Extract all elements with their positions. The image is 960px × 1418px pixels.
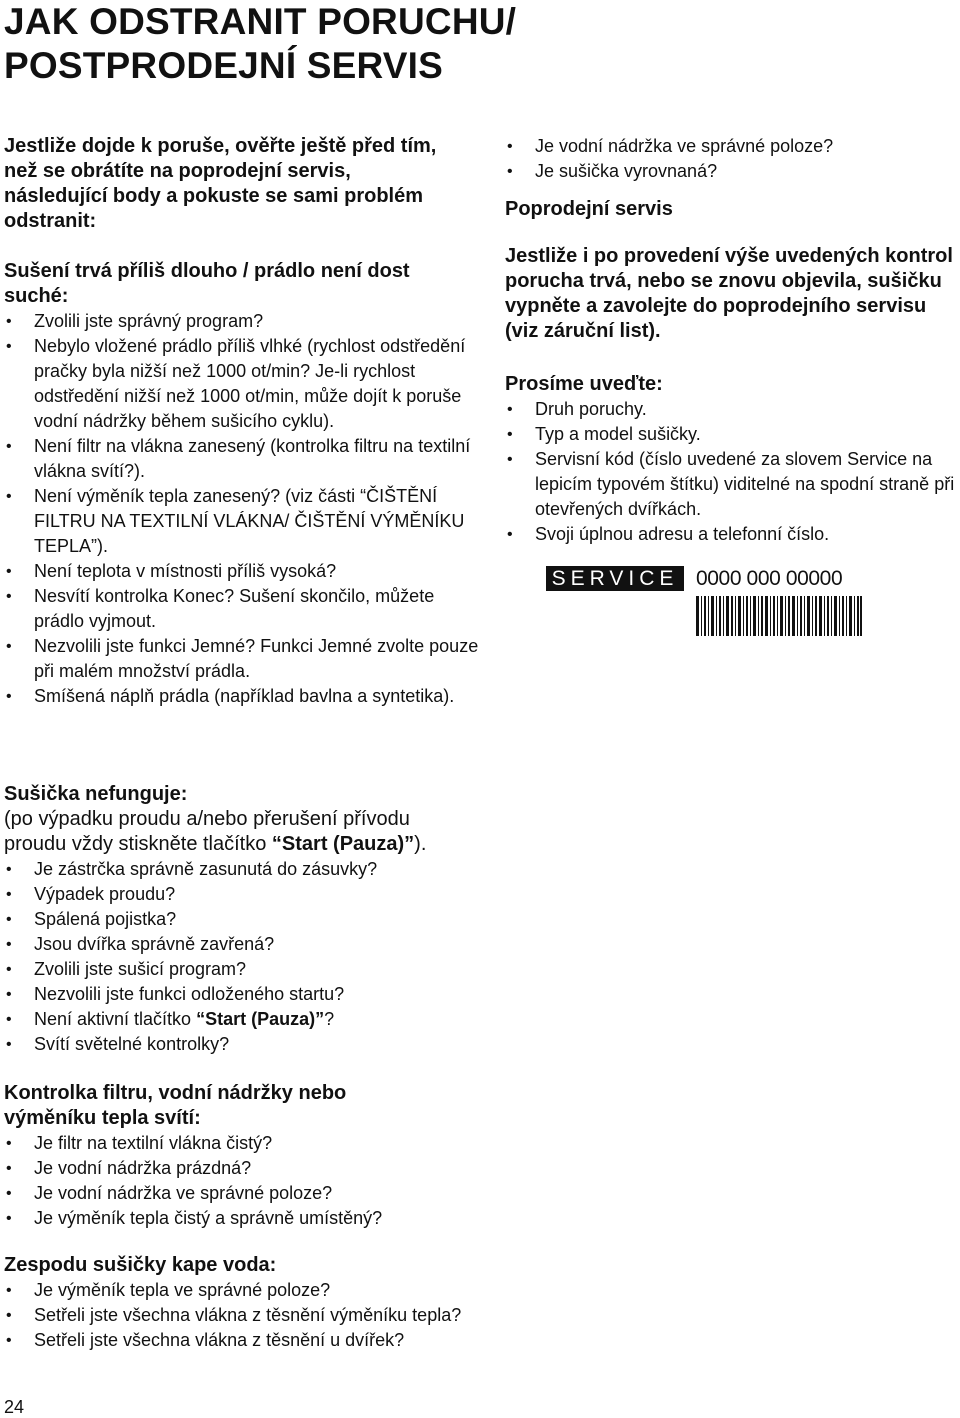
- intro-text: Jestliže dojde k poruše, ověřte ještě před tím, než se obrátíte na poprodejní servis, následující body a pokuste se sami problém odstranit:: [4, 135, 437, 232]
- checklist: [4, 857, 524, 1057]
- section-drying-too-long: [4, 259, 480, 709]
- list-item: • Je zástrčka správně zasunutá do zásuvky?: [4, 857, 524, 882]
- list-item: • Nebylo vložené prádlo příliš vlhké (rychlost odstředění pračky byla nižší než 1000 ot/min? Je-li rychlost odstředění nižší než 1000 ot/min, může dojít k poruše vodní nádržky během sušicího cyklu).: [4, 334, 480, 434]
- service-code: 0000 000 00000: [696, 567, 843, 590]
- section-heading: Zespodu sušičky kape voda:: [4, 1254, 277, 1276]
- list-item: • Je výměník tepla čistý a správně umístěný?: [4, 1206, 524, 1231]
- section-heading: Kontrolka filtru, vodní nádržky nebo výměníku tepla svítí:: [4, 1082, 347, 1129]
- page-number: 24: [4, 1397, 25, 1417]
- list-item: • Smíšená náplň prádla (například bavlna a syntetika).: [4, 684, 480, 709]
- list-item: • Je vodní nádržka ve správné poloze?: [4, 1181, 524, 1206]
- after-sales-text: Jestliže i po provedení výše uvedených kontrol porucha trvá, nebo se znovu objevila, sušičku vypněte a zavolejte do poprodejního servisu (viz záruční list).: [505, 245, 953, 342]
- item-text: Není aktivní tlačítko: [34, 1009, 192, 1029]
- section-heading: Sušení trvá příliš dlouho / prádlo není dost suché:: [4, 260, 410, 307]
- after-sales-heading: Poprodejní servis: [505, 198, 673, 220]
- list-item: • Nezvolili jste funkci odloženého startu?: [4, 982, 524, 1007]
- list-item: • Je filtr na textilní vlákna čistý?: [4, 1131, 524, 1156]
- please-state-heading: Prosíme uveďte:: [505, 373, 663, 395]
- list-item: • Svítí světelné kontrolky?: [4, 1032, 524, 1057]
- list-item: • Svoji úplnou adresu a telefonní číslo.: [505, 522, 960, 547]
- note-text: (po výpadku proudu a/nebo přerušení přívodu proudu vždy stiskněte tlačítko: [4, 808, 410, 855]
- note-text-end: ).: [414, 833, 427, 855]
- section-heading: Sušička nefunguje:: [4, 783, 188, 805]
- title-line-2: POSTPRODEJNÍ SERVIS: [4, 45, 444, 86]
- list-item: • Není teplota v místnosti příliš vysoká?: [4, 559, 480, 584]
- list-item: • Typ a model sušičky.: [505, 422, 960, 447]
- title-line-1: JAK ODSTRANIT PORUCHU/: [4, 1, 517, 42]
- right-column: [505, 134, 960, 547]
- list-item: • Výpadek proudu?: [4, 882, 524, 907]
- list-item: • Zvolili jste sušicí program?: [4, 957, 524, 982]
- section-dryer-not-working: [4, 782, 524, 1057]
- left-column: [4, 134, 480, 709]
- page-title: [4, 0, 516, 88]
- start-pause-label: “Start (Pauza)”: [196, 1009, 325, 1029]
- list-item: • Spálená pojistka?: [4, 907, 524, 932]
- section-indicator-lights: [4, 1081, 524, 1231]
- list-item: • Zvolili jste správný program?: [4, 309, 480, 334]
- checklist: [505, 134, 960, 184]
- list-item: • Setřeli jste všechna vlákna z těsnění u dvířek?: [4, 1328, 474, 1353]
- list-item: • Druh poruchy.: [505, 397, 960, 422]
- service-word: SERVICE: [546, 566, 684, 591]
- list-item: • Jsou dvířka správně zavřená?: [4, 932, 524, 957]
- checklist: [4, 1131, 524, 1231]
- list-item: • Servisní kód (číslo uvedené za slovem Service na lepicím typovém štítku) viditelné na spodní straně při otevřených dvířkách.: [505, 447, 960, 522]
- checklist: [4, 1278, 474, 1353]
- list-item: • Je vodní nádržka ve správné poloze?: [505, 134, 960, 159]
- section-water-leak: [4, 1253, 524, 1353]
- service-label: [546, 566, 876, 638]
- list-item: • Je výměník tepla ve správné poloze?: [4, 1278, 474, 1303]
- barcode-icon: [696, 596, 862, 636]
- list-item: • Nesvítí kontrolka Konec? Sušení skončilo, můžete prádlo vyjmout.: [4, 584, 480, 634]
- start-pause-label: “Start (Pauza)”: [271, 833, 415, 855]
- list-item: • Je sušička vyrovnaná?: [505, 159, 960, 184]
- checklist: [4, 309, 480, 709]
- list-item: • Je vodní nádržka prázdná?: [4, 1156, 524, 1181]
- item-text-end: ?: [324, 1009, 335, 1029]
- list-item: • Nezvolili jste funkci Jemné? Funkci Jemné zvolte pouze při malém množství prádla.: [4, 634, 480, 684]
- checklist: [505, 397, 960, 547]
- list-item: [4, 1007, 524, 1032]
- list-item: • Není filtr na vlákna zanesený (kontrolka filtru na textilní vlákna svítí?).: [4, 434, 480, 484]
- section-note: [4, 807, 474, 857]
- list-item: • Není výměník tepla zanesený? (viz části “ČIŠTĚNÍ FILTRU NA TEXTILNÍ VLÁKNA/ ČIŠTĚNÍ VÝMĚNÍKU TEPLA”).: [4, 484, 480, 559]
- list-item: • Setřeli jste všechna vlákna z těsnění výměníku tepla?: [4, 1303, 474, 1328]
